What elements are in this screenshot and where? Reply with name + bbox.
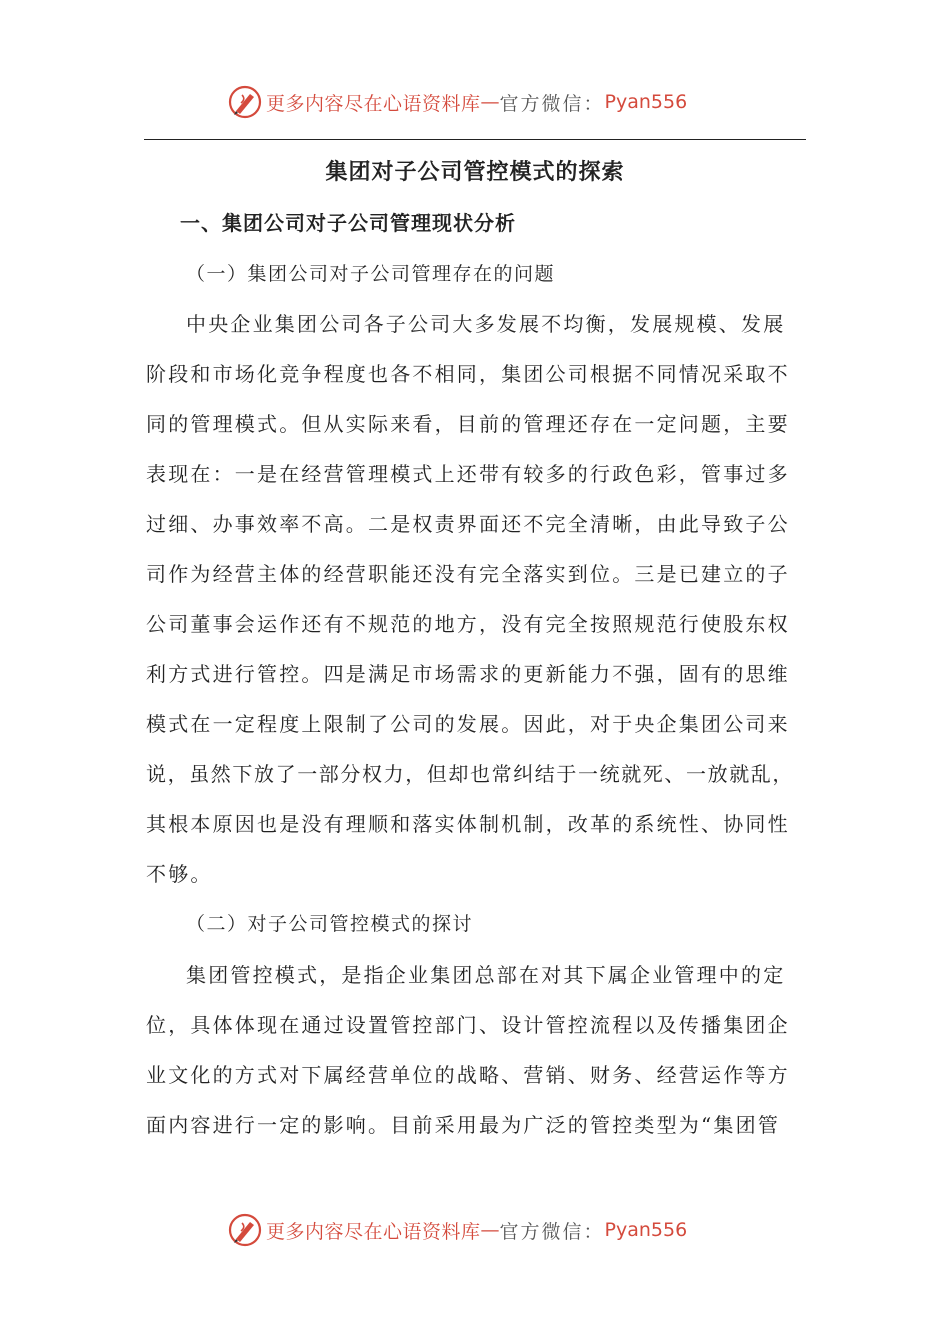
paragraph-line: 利方式进行管控。四是满足市场需求的更新能力不强，固有的思维 — [146, 662, 790, 686]
banner-separator: — — [480, 91, 500, 113]
paragraph-line: 公司董事会运作还有不规范的地方，没有完全按照规范行使股东权 — [146, 612, 790, 636]
wechat-label: 官方微信： — [499, 92, 605, 115]
paragraph-line: 阶段和市场化竞争程度也各不相同，集团公司根据不同情况采取不 — [146, 362, 790, 386]
header-divider — [144, 139, 806, 140]
paragraph-line: 说，虽然下放了一部分权力，但却也常纠结于一统就死、一放就乱， — [146, 762, 794, 786]
paragraph-line: 模式在一定程度上限制了公司的发展。因此，对于央企集团公司来 — [146, 712, 790, 736]
promo-text: 更多内容尽在心语资料库 — [266, 1220, 481, 1243]
paragraph-line: 不够。 — [146, 862, 213, 886]
subsection-heading-1: （一）集团公司对子公司管理存在的问题 — [186, 263, 556, 285]
banner-separator: — — [480, 1219, 500, 1241]
document-title: 集团对子公司管控模式的探索 — [325, 159, 625, 185]
pen-logo-icon — [228, 1213, 262, 1247]
paragraph-line: 集团管控模式，是指企业集团总部在对其下属企业管理中的定 — [186, 963, 786, 987]
promo-text: 更多内容尽在心语资料库 — [266, 92, 481, 115]
footer-banner — [228, 1212, 748, 1248]
paragraph-line: 同的管理模式。但从实际来看，目前的管理还存在一定问题，主要 — [146, 412, 790, 436]
wechat-label: 官方微信： — [499, 1220, 605, 1243]
header-banner — [228, 84, 748, 120]
section-heading: 一、集团公司对子公司管理现状分析 — [180, 211, 516, 235]
paragraph-line: 位，具体体现在通过设置管控部门、设计管控流程以及传播集团企 — [146, 1013, 790, 1037]
paragraph-line: 面内容进行一定的影响。目前采用最为广泛的管控类型为“集团管 — [146, 1113, 781, 1137]
wechat-id: Pyan556 — [604, 1219, 688, 1241]
paragraph-line: 过细、办事效率不高。二是权责界面还不完全清晰，由此导致子公 — [146, 512, 790, 536]
pen-logo-icon — [228, 85, 262, 119]
subsection-heading-2: （二）对子公司管控模式的探讨 — [186, 913, 474, 935]
paragraph-line: 业文化的方式对下属经营单位的战略、营销、财务、经营运作等方 — [146, 1063, 790, 1087]
paragraph-line: 司作为经营主体的经营职能还没有完全落实到位。三是已建立的子 — [146, 562, 790, 586]
paragraph-line: 中央企业集团公司各子公司大多发展不均衡，发展规模、发展 — [186, 312, 786, 336]
paragraph-line: 其根本原因也是没有理顺和落实体制机制，改革的系统性、协同性 — [146, 812, 790, 836]
wechat-id: Pyan556 — [604, 91, 688, 113]
paragraph-line: 表现在：一是在经营管理模式上还带有较多的行政色彩，管事过多 — [146, 462, 790, 486]
